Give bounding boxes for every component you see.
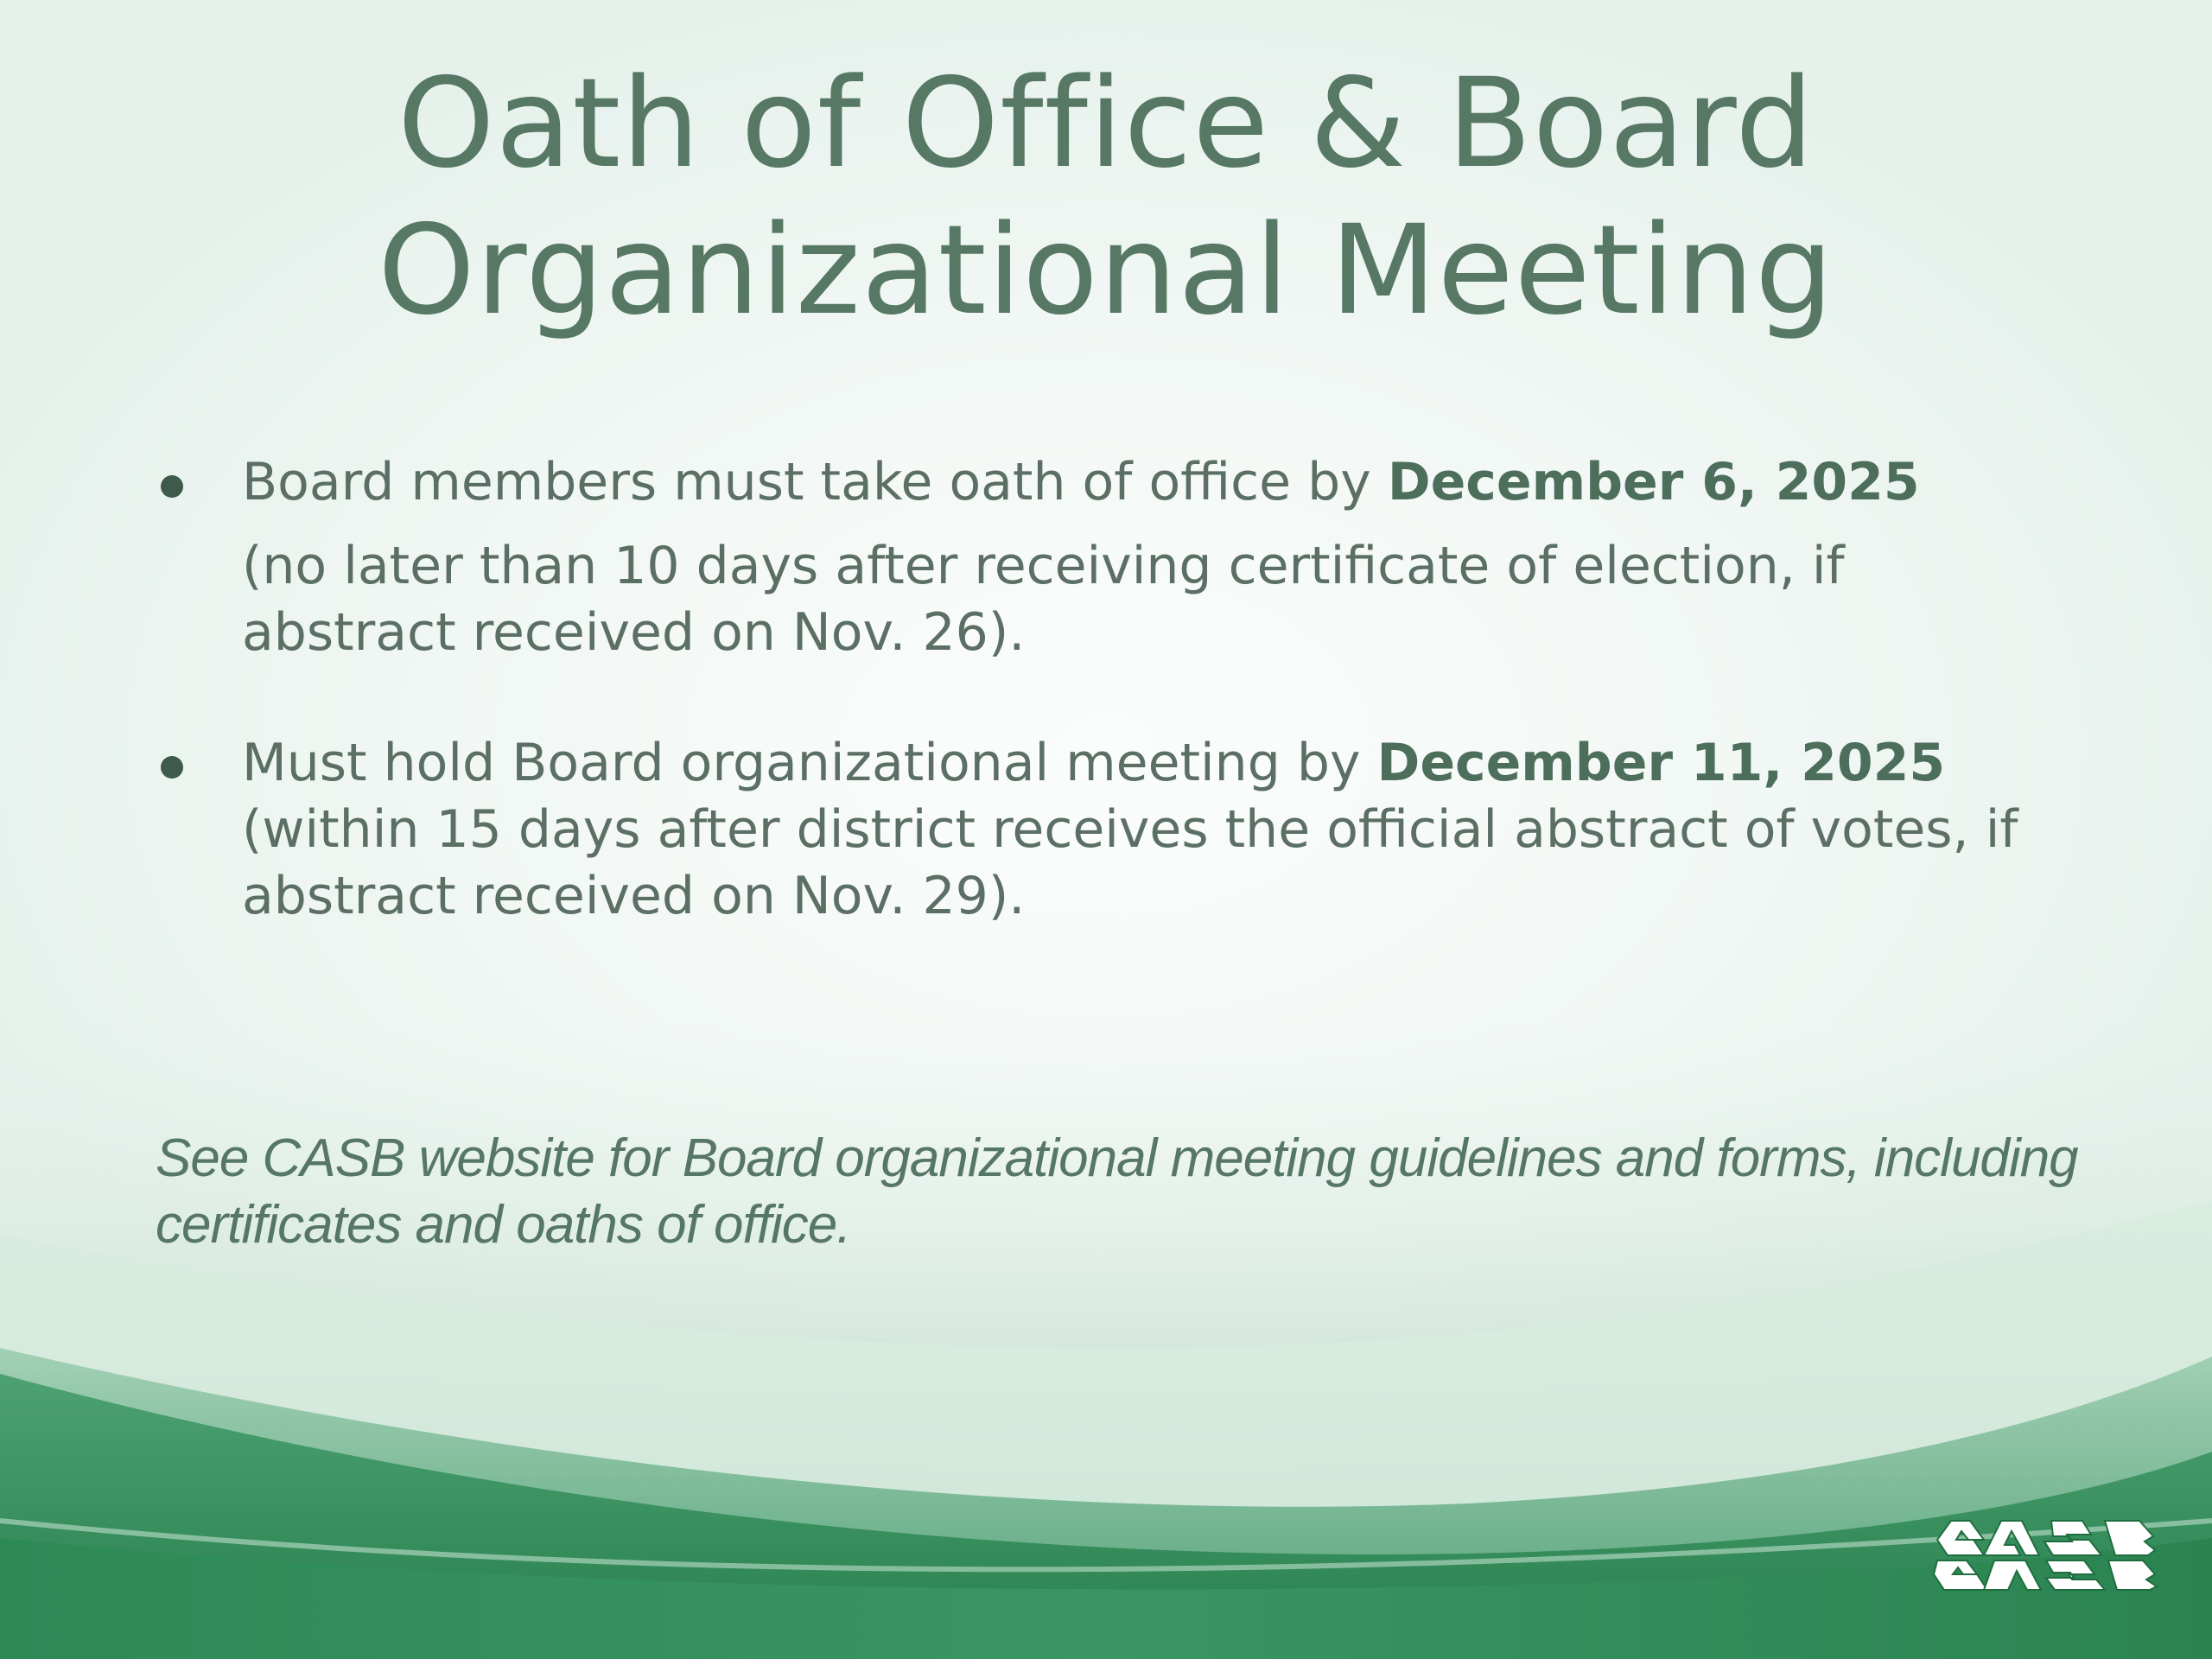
bullet-dot-icon [161, 475, 183, 498]
footnote: See CASB website for Board organizational meeting guidelines and forms, including certificates and oaths of office. [156, 1128, 2078, 1255]
bullet-date: December 6, 2025 [1387, 452, 1920, 512]
bullet-dot-icon [161, 756, 183, 779]
title-line-1: Oath of Office & Board [397, 51, 1815, 195]
bullet-text: Board members must take oath of office by [242, 452, 1388, 512]
bullet-item-meeting [156, 730, 2074, 930]
bullet-note: (within 15 days after district receives the official abstract of votes, if abstract received on Nov. 29). [242, 799, 2018, 926]
bullet-note: (no later than 10 days after receiving certificate of election, if abstract received on Nov. 26). [242, 536, 1845, 663]
bullet-main-line [242, 449, 2074, 516]
bullet-text: Must hold Board organizational meeting by [242, 733, 1377, 793]
bullet-list [156, 449, 2074, 930]
casb-logo [1932, 1510, 2158, 1607]
bullet-item-oath [156, 449, 2074, 666]
slide-title [0, 50, 2212, 344]
bullet-date: December 11, 2025 [1376, 733, 1946, 793]
title-line-2: Organizational Meeting [378, 198, 1834, 342]
